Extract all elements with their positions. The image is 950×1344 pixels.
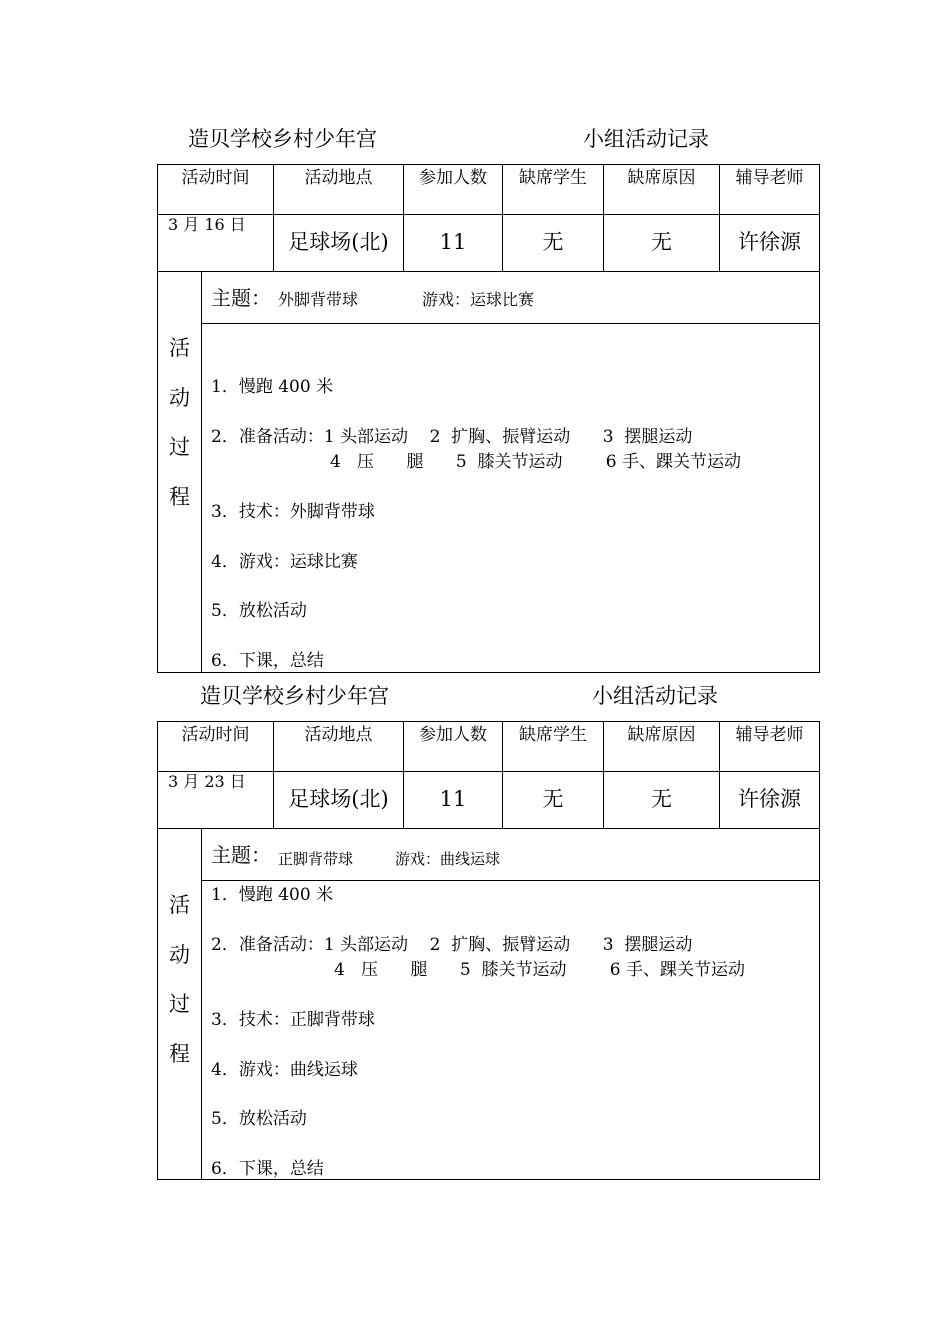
side-char: 活: [169, 336, 190, 360]
header-count: 参加人数: [404, 165, 503, 214]
process-step: 6．下课，总结: [211, 651, 324, 671]
side-char: 活: [169, 893, 190, 917]
process-step: 5．放松活动: [211, 601, 307, 621]
value-absent-reason: 无: [604, 214, 720, 271]
process-side-label: [158, 829, 202, 1179]
process-step: 4．游戏：运球比赛: [211, 552, 358, 572]
value-date: 3 月 16 日: [158, 214, 274, 271]
header-teacher: 辅导老师: [735, 725, 804, 745]
side-char: 动: [169, 943, 190, 967]
header-time: 活动时间: [158, 165, 274, 214]
theme-label: 主题：: [211, 286, 271, 310]
theme-row: [202, 272, 819, 324]
game-label: 游戏：运球比赛: [422, 290, 535, 309]
value-count: 11: [404, 771, 503, 828]
side-char: 程: [169, 1042, 190, 1066]
header-count: 参加人数: [404, 722, 503, 771]
header-teacher: 辅导老师: [735, 168, 804, 188]
side-char: 动: [169, 386, 190, 410]
value-absent-students: 无: [503, 214, 604, 271]
header-location: 活动地点: [274, 722, 404, 771]
process-step: 1．慢跑 400 米: [211, 377, 334, 397]
process-step: 4 压 腿 5 膝关节运动 6 手、踝关节运动: [330, 452, 741, 472]
value-location: 足球场(北): [274, 771, 404, 828]
school-name: 造贝学校乡村少年宫: [200, 684, 389, 708]
side-char: 过: [169, 992, 190, 1016]
school-name: 造贝学校乡村少年宫: [188, 127, 377, 151]
theme-row: [202, 829, 819, 881]
record-table: [157, 721, 820, 1180]
process-step: 5．放松活动: [211, 1109, 307, 1129]
record-table: [157, 164, 820, 673]
value-date: 3 月 23 日: [158, 771, 274, 828]
value-teacher: 许徐源: [738, 230, 801, 254]
header-location: 活动地点: [274, 165, 404, 214]
theme-value: 外脚背带球: [278, 290, 359, 309]
header-time: 活动时间: [158, 722, 274, 771]
side-char: 程: [169, 485, 190, 509]
process-step: 1．慢跑 400 米: [211, 885, 334, 905]
record-title: 小组活动记录: [592, 684, 718, 708]
record-title: 小组活动记录: [583, 127, 709, 151]
process-step: 2．准备活动：1 头部运动 2 扩胸、振臂运动 3 摆腿运动: [211, 427, 693, 447]
game-label: 游戏：曲线运球: [395, 850, 501, 868]
process-step: 6．下课，总结: [211, 1159, 324, 1179]
header-row: [158, 165, 819, 215]
process-step: 2．准备活动：1 头部运动 2 扩胸、振臂运动 3 摆腿运动: [211, 935, 693, 955]
value-count: 11: [404, 214, 503, 271]
process-step: 3．技术：外脚背带球: [211, 502, 375, 522]
value-row: [158, 771, 819, 829]
header-row: [158, 722, 819, 772]
header-absent-reason: 缺席原因: [604, 722, 720, 771]
process-step: 4 压 腿 5 膝关节运动 6 手、踝关节运动: [334, 960, 745, 980]
value-teacher: 许徐源: [738, 787, 801, 811]
process-step: 3．技术：正脚背带球: [211, 1010, 375, 1030]
side-char: 过: [169, 435, 190, 459]
process-side-label: [158, 272, 202, 672]
value-row: [158, 214, 819, 272]
value-absent-reason: 无: [604, 771, 720, 828]
value-location: 足球场(北): [274, 214, 404, 271]
value-absent-students: 无: [503, 771, 604, 828]
process-step: 4．游戏：曲线运球: [211, 1060, 358, 1080]
header-absent-reason: 缺席原因: [604, 165, 720, 214]
header-absent-students: 缺席学生: [503, 722, 604, 771]
theme-value: 正脚背带球: [278, 850, 354, 868]
header-absent-students: 缺席学生: [503, 165, 604, 214]
theme-label: 主题：: [211, 843, 271, 867]
